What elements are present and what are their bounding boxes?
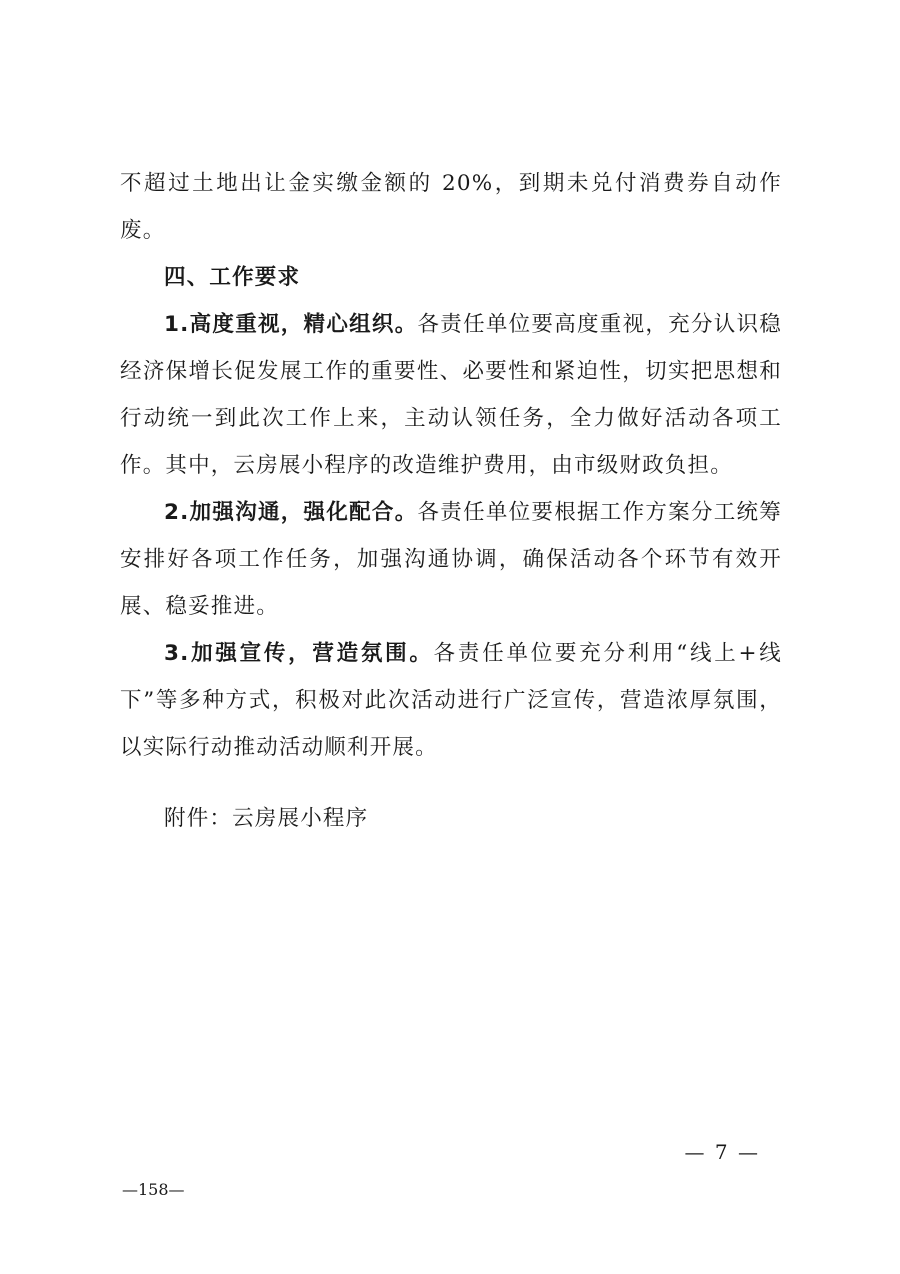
requirement-body-3: 各责任单位要充分利用“线上+线下”等多种方式，积极对此次活动进行广泛宣传，营造浓厚氛围，以实际行动推动活动顺利开展。 [120, 641, 782, 760]
requirement-lead-1: 1.高度重视，精心组织。 [164, 312, 418, 337]
requirement-body-1: 各责任单位要高度重视，充分认识稳经济保增长促发展工作的重要性、必要性和紧迫性，切实把思想和行动统一到此次工作上来，主动认领任务，全力做好活动各项工作。其中，云房展小程序的改造维护费用，由市级财政负担。 [120, 312, 783, 478]
body-text [120, 160, 782, 842]
attachment-note: 附件：云房展小程序 [164, 806, 369, 831]
requirement-item-1 [120, 301, 782, 489]
requirement-item-2 [120, 489, 782, 630]
corner-page-number: —158— [122, 1180, 185, 1199]
requirement-body-2: 各责任单位要根据工作方案分工统筹安排好各项工作任务，加强沟通协调，确保活动各个环节有效开展、稳妥推进。 [120, 500, 783, 619]
paragraph-continuation: 不超过土地出让金实缴金额的 20%，到期未兑付消费券自动作废。 [120, 171, 782, 243]
section-heading: 四、工作要求 [164, 265, 301, 290]
requirement-lead-2: 2.加强沟通，强化配合。 [164, 500, 418, 525]
page-number: — 7 — [684, 1140, 760, 1164]
requirement-lead-3: 3.加强宣传，营造氛围。 [164, 641, 434, 666]
requirement-item-3 [120, 630, 782, 771]
